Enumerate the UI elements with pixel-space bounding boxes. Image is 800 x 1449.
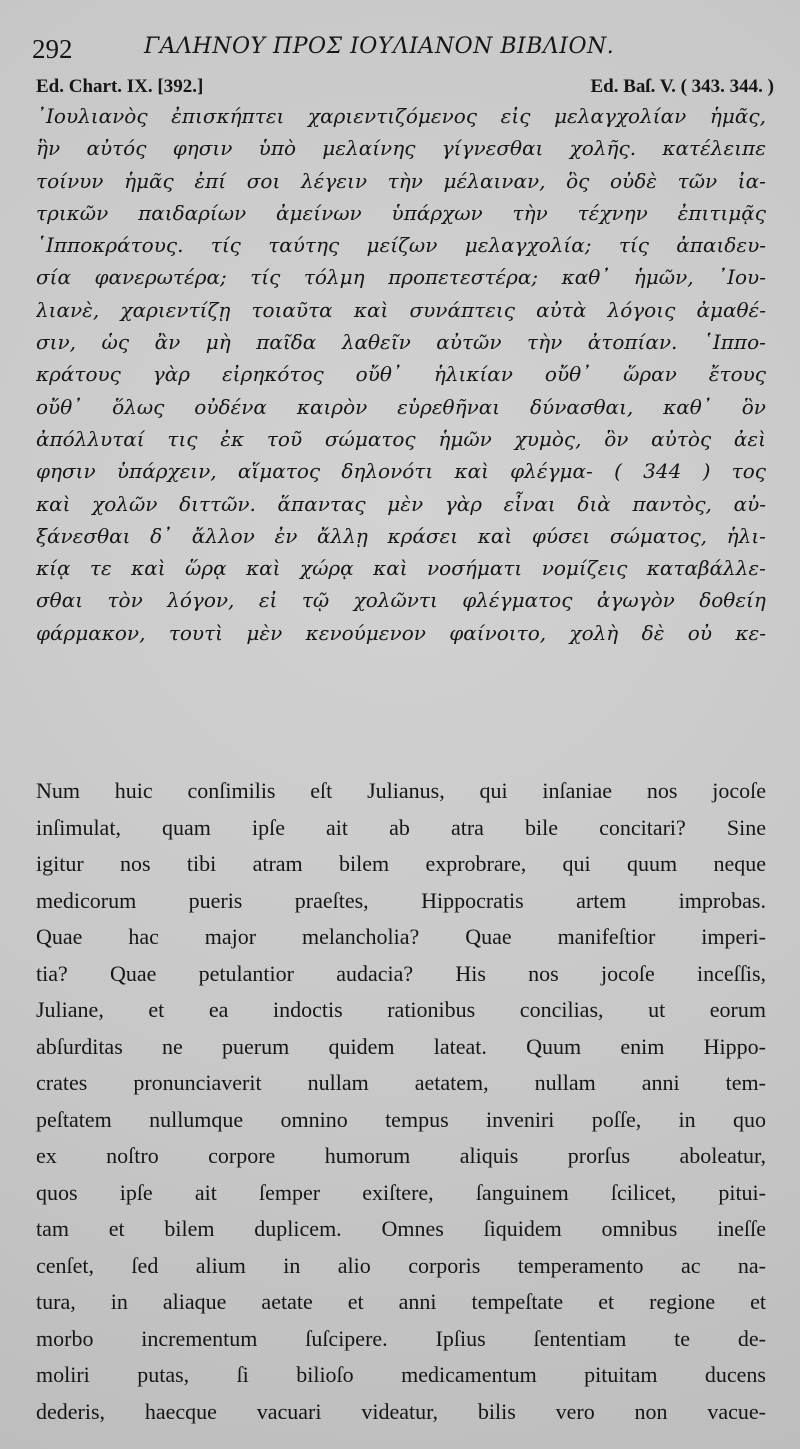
running-title: ΓΑΛΗΝΟΥ ΠΡΟΣ ΙΟΥΛΙΑΝΟΝ ΒΙΒΛΙΟΝ. bbox=[144, 34, 615, 59]
latin-line: cenſet, ſed alium in alio corporis temperamento ac na- bbox=[36, 1252, 766, 1278]
greek-line: φησιν ὑπάρχειν, αἵματος δηλονότι καὶ φλέγμα- ( 344 ) τος bbox=[36, 459, 766, 484]
latin-line: Num huic conſimilis eſt Julianus, qui inſaniae nos jocoſe bbox=[36, 778, 766, 803]
latin-line: abſurditas ne puerum quidem lateat. Quum enim Hippo- bbox=[36, 1033, 766, 1059]
greek-line: σιν, ὡς ἂν μὴ παῖδα λαθεῖν αὐτῶν τὴν ἀτοπίαν. ῾Ιππο- bbox=[36, 330, 766, 355]
latin-line: ex noſtro corpore humorum aliquis prorſus aboleatur, bbox=[36, 1143, 766, 1168]
latin-line: tia? Quae petulantior audacia? His nos jocoſe inceſſis, bbox=[36, 960, 766, 986]
greek-line: οὔθ᾽ ὅλως οὐδένα καιρὸν εὑρεθῆναι δύνασθαι, καθ᾽ ὃν bbox=[36, 394, 766, 419]
greek-line: ᾿Ιουλιανὸς ἐπισκήπτει χαριεντιζόμενος εἰς μελαγχολίαν ἡμᾶς, bbox=[36, 104, 766, 128]
latin-line: crates pronunciaverit nullam aetatem, nullam anni tem- bbox=[36, 1070, 766, 1095]
greek-text-block bbox=[36, 100, 766, 649]
edition-ref-chartier: Ed. Chart. IX. [392.] bbox=[36, 76, 204, 97]
latin-line: Juliane, et ea indoctis rationibus concilias, ut eorum bbox=[36, 997, 766, 1022]
greek-line: ξάνεσθαι δ᾽ ἄλλον ἐν ἄλλῃ κράσει καὶ φύσει σώματος, ἡλι- bbox=[36, 523, 766, 548]
running-header bbox=[32, 28, 772, 68]
edition-ref-basel: Ed. Baſ. V. ( 343. 344. ) bbox=[590, 76, 774, 97]
greek-line: ῾Ιπποκράτους. τίς ταύτης μείζων μελαγχολία; τίς ἀπαιδευ- bbox=[36, 233, 766, 258]
latin-text-block bbox=[36, 773, 766, 1430]
greek-line: κίᾳ τε καὶ ὥρᾳ καὶ χώρᾳ καὶ νοσήματι νομίζεις καταβάλλε- bbox=[36, 556, 766, 581]
latin-line: morbo incrementum ſuſcipere. Ipſius ſententiam te de- bbox=[36, 1325, 766, 1351]
greek-line: σία φανερωτέρα; τίς τόλμη προπετεστέρα; καθ᾽ ἡμῶν, ᾿Ιου- bbox=[36, 265, 766, 290]
greek-line: κράτους γὰρ εἰρηκότος οὔθ᾽ ἡλικίαν οὔθ᾽ ὥραν ἔτους bbox=[36, 362, 766, 387]
latin-line: tam et bilem duplicem. Omnes ſiquidem omnibus ineſſe bbox=[36, 1216, 766, 1241]
greek-line: λιανὲ, χαριεντίζῃ τοιαῦτα καὶ συνάπτεις αὐτὰ λόγοις ἀμαθέ- bbox=[36, 297, 766, 322]
latin-line: medicorum pueris praeſtes, Hippocratis artem improbas. bbox=[36, 887, 766, 913]
greek-line: σθαι τὸν λόγον, εἰ τῷ χολῶντι φλέγματος ἀγωγὸν δοθείη bbox=[36, 588, 766, 613]
greek-line: ἣν αὐτός φησιν ὑπὸ μελαίνης γίγνεσθαι χολῆς. κατέλειπε bbox=[36, 136, 766, 161]
latin-line: inſimulat, quam ipſe ait ab atra bile concitari? Sine bbox=[36, 814, 766, 840]
greek-line: ἀπόλλυταί τις ἐκ τοῦ σώματος ἡμῶν χυμὸς, ὃν αὐτὸς ἀεὶ bbox=[36, 426, 766, 451]
greek-line: καὶ χολῶν διττῶν. ἅπαντας μὲν γὰρ εἶναι διὰ παντὸς, αὐ- bbox=[36, 491, 766, 516]
latin-line: quos ipſe ait ſemper exiſtere, ſanguinem ſcilicet, pitui- bbox=[36, 1179, 766, 1205]
latin-line: peſtatem nullumque omnino tempus inveniri poſſe, in quo bbox=[36, 1106, 766, 1132]
greek-line: τοίνυν ἡμᾶς ἐπί σοι λέγειν τὴν μέλαιναν, ὃς οὐδὲ τῶν ἰα- bbox=[36, 168, 766, 193]
greek-line: φάρμακον, τουτὶ μὲν κενούμενον φαίνοιτο, χολὴ δὲ οὐ κε- bbox=[36, 620, 766, 645]
greek-line: τρικῶν παιδαρίων ἀμείνων ὑπάρχων τὴν τέχνην ἐπιτιμᾷς bbox=[36, 200, 766, 225]
latin-line: dederis, haecque vacuari videatur, bilis vero non vacue- bbox=[36, 1398, 766, 1424]
latin-line: moliri putas, ſi bilioſo medicamentum pituitam ducens bbox=[36, 1362, 766, 1387]
latin-line: tura, in aliaque aetate et anni tempeſtate et regione et bbox=[36, 1289, 766, 1314]
page-number: 292 bbox=[32, 34, 73, 64]
latin-line: Quae hac major melancholia? Quae manifeſtior imperi- bbox=[36, 924, 766, 949]
edition-references bbox=[36, 76, 774, 102]
latin-line: igitur nos tibi atram bilem exprobrare, qui quum neque bbox=[36, 851, 766, 876]
